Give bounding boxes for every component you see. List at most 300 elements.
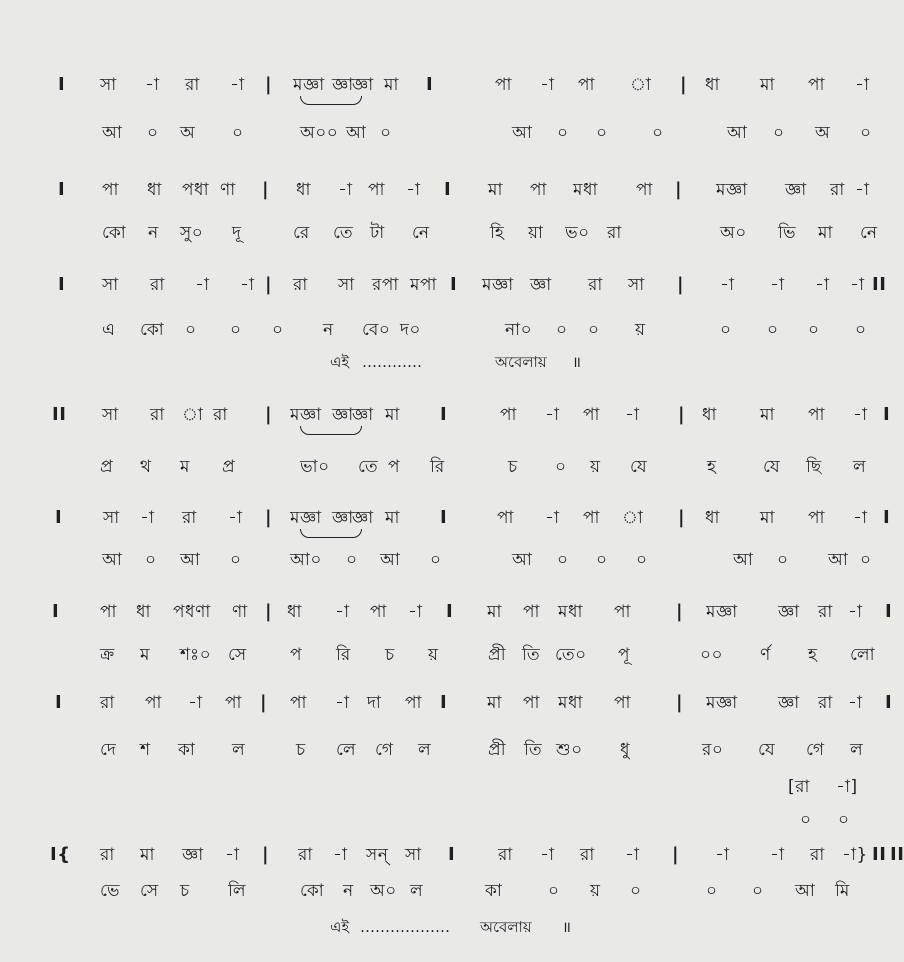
note: সন্ [366,845,389,865]
lyric-syllable: ০ [636,550,648,570]
notes-line [0,503,901,533]
note: সা [405,845,422,865]
lyric-syllable: না০ [505,320,533,340]
note: -া [545,508,560,528]
note: মা [487,693,502,713]
alternate-syllable: ০ [838,810,850,830]
bar-line: I [58,74,66,95]
note: ধা [136,602,151,622]
note: রা [100,845,115,865]
note: -া [333,845,348,865]
bar-line: I [58,179,66,200]
note: রা [580,845,595,865]
lyric-syllable: কা [485,881,503,901]
lyric-syllable: ছি [806,457,822,477]
refrain-caption: ॥ [562,918,571,936]
note: জ্ঞা [182,845,204,865]
note: -া [195,275,210,295]
lyric-syllable: ০ [232,123,244,143]
lyric-syllable: সে [228,645,247,665]
lyric-syllable: ০ [808,320,820,340]
lyric-syllable: ন [323,320,334,340]
lyric-syllable: শ [140,740,151,760]
lyric-syllable: ০ [652,123,664,143]
note: দা [367,693,382,713]
lyric-syllable: য়া [528,223,544,243]
note: মধা [558,602,583,622]
lyrics-line [0,545,901,575]
lyric-syllable: য় [590,457,601,477]
lyric-syllable: চ [180,881,190,901]
lyric-syllable: হ [808,645,818,665]
bar-line: | [265,601,273,622]
note: মজ্ঞা [706,602,738,622]
bar-line: | [260,692,268,713]
note: মা [487,602,502,622]
note: মা [760,508,775,528]
lyric-syllable: ০ [430,550,442,570]
note: পা [583,405,600,425]
lyric-syllable: ০ [230,550,242,570]
note: -া [853,405,868,425]
lyric-syllable: আ [346,123,367,143]
bar-line: II [872,844,887,865]
lyric-syllable: আ [795,881,816,901]
lyric-syllable: ন [343,881,354,901]
note: -া [540,845,555,865]
bar-line: | [680,74,688,95]
bar-line: | [265,274,273,295]
note: ণা [220,180,236,200]
lyric-syllable: যে [763,457,781,477]
note: -া [848,693,863,713]
lyric-syllable: মি [835,881,850,901]
lyric-syllable: হ [707,457,717,477]
notes-line [0,840,904,870]
lyric-syllable: ০ [588,320,600,340]
lyric-syllable: নে [860,223,878,243]
lyric-syllable: গে [806,740,825,760]
lyric-syllable: রি [336,645,351,665]
note: পা [290,693,307,713]
lyric-syllable: অ০ [370,881,397,901]
lyric-syllable: আ [512,123,533,143]
alternate-notes: -া] [836,777,858,797]
lyric-syllable: লে [336,740,357,760]
note: মা [385,508,400,528]
bar-line: | [262,844,270,865]
lyric-syllable: শঃ০ [180,645,212,665]
lyric-syllable: আ [380,550,401,570]
note: -া [625,405,640,425]
note: -া [850,275,865,295]
note: পা [578,75,595,95]
bar-line: | [265,507,273,528]
lyric-syllable: চ [385,645,395,665]
bar-line: I [450,274,458,295]
note: -া [230,75,245,95]
lyric-syllable: ভে [100,881,121,901]
lyric-syllable: প [388,457,401,477]
lyric-syllable: ০ [596,123,608,143]
slur-mark [300,529,362,538]
note: জ্ঞা [352,75,374,95]
lyric-syllable: ক্র [100,645,115,665]
note: া [182,405,204,425]
note: মপা [410,275,437,295]
lyric-syllable: ০ [147,123,159,143]
lyrics-line [0,452,901,482]
notes-line [0,270,901,300]
bar-line: I [55,507,63,528]
lyric-syllable: আ [180,550,201,570]
lyric-syllable: লি [228,881,247,901]
note: পা [102,180,119,200]
note: -া [335,693,350,713]
note: -া [848,602,863,622]
lyric-syllable: তে [358,457,379,477]
note: রা [293,275,308,295]
lyric-syllable: অ০ [720,223,747,243]
note: ণা [232,602,248,622]
bar-line: I [440,692,448,713]
refrain-caption: অবেলায় [495,353,547,371]
lyric-syllable: ০ [556,320,568,340]
note: -া [625,845,640,865]
lyric-syllable: ০ [380,123,392,143]
note: রা [150,405,165,425]
note: -া [335,602,350,622]
lyric-syllable: তি [524,740,543,760]
lyric-syllable: ভ০ [565,223,590,243]
lyric-syllable: য় [635,320,646,340]
lyric-syllable: দে [100,740,117,760]
lyric-syllable: ০০ [700,645,724,665]
lyrics-line [0,876,901,906]
lyric-syllable: পূ [618,645,631,665]
note: ধা [705,75,720,95]
lyric-syllable: নে [412,223,430,243]
lyric-syllable: শু০ [556,740,583,760]
lyric-syllable: অ [180,123,196,143]
lyrics-line [0,735,901,765]
note: পা [495,75,512,95]
lyric-syllable: রি [430,457,445,477]
lyric-syllable: টা [370,223,385,243]
lyric-syllable: দূ [232,223,242,243]
notes-line [0,70,901,100]
bar-line: | [675,179,683,200]
note: রপা [372,275,399,295]
note: পা [500,405,517,425]
note: পা [405,693,422,713]
lyric-syllable: কো [102,223,127,243]
lyric-syllable: আ [727,123,748,143]
note: জ্ঞা [530,275,552,295]
lyric-syllable: রা [607,223,622,243]
note: পা [583,508,600,528]
lyrics-line [0,640,901,670]
lyric-syllable: ল [850,740,864,760]
lyric-syllable: চ [296,740,306,760]
lyric-syllable: যে [758,740,776,760]
note: জ্ঞা [352,405,374,425]
note: -া} [842,845,868,865]
lyric-syllable: কো [140,320,165,340]
refrain-caption: এই [330,918,350,936]
note: পা [530,180,547,200]
note: পা [614,693,631,713]
lyrics-line [0,118,901,148]
note: -া [540,75,555,95]
bar-line: I [885,692,893,713]
lyric-syllable: ০ [185,320,197,340]
bar-line: I [55,692,63,713]
bar-line: I [52,601,60,622]
lyric-syllable: ল [410,881,424,901]
lyric-syllable: প [290,645,303,665]
note: রা [818,693,833,713]
bar-line: I{ [50,844,71,865]
note: জ্ঞা [332,75,354,95]
lyric-syllable: কা [178,740,196,760]
note: পা [370,602,387,622]
note: -া [188,693,203,713]
note: মা [384,75,399,95]
lyric-syllable: ০ [860,550,872,570]
lyric-syllable: আ০ [290,550,322,570]
note: -া [408,602,423,622]
note: পা [808,75,825,95]
bar-line: I [440,404,448,425]
lyric-syllable: ০ [855,320,867,340]
bar-line: I [883,404,891,425]
lyric-syllable: দ০ [400,320,421,340]
lyric-syllable: চ [508,457,518,477]
lyric-syllable: প্রী [488,645,507,665]
lyric-syllable: ভা০ [300,457,330,477]
lyric-syllable: ধু [620,740,631,760]
note: -া [720,275,735,295]
note: পা [368,180,385,200]
note: জ্ঞা [352,508,374,528]
lyric-syllable: আ [102,550,123,570]
bar-line: II [872,274,887,295]
alternate-syllable: ০ [800,810,812,830]
refrain-caption: ……………… [360,918,450,936]
note: জ্ঞা [778,602,800,622]
lyric-syllable: ০ [145,550,157,570]
note: রা [810,845,825,865]
note: -া [545,405,560,425]
note: জ্ঞা [332,405,354,425]
note: জ্ঞা [778,693,800,713]
note: পা [808,508,825,528]
lyric-syllable: থ [140,457,152,477]
note: মজ্ঞা [290,508,322,528]
lyric-syllable: তি [522,645,541,665]
note: পধণা [173,602,211,622]
lyric-syllable: ন [148,223,159,243]
note: মধা [558,693,583,713]
slur-mark [300,426,362,435]
note: মা [385,405,400,425]
note: -া [240,275,255,295]
lyrics-line [0,315,901,345]
lyric-syllable: হি [490,223,505,243]
lyric-syllable: সু০ [180,223,204,243]
note: মা [760,405,775,425]
lyric-syllable: ০ [630,881,642,901]
lyric-syllable: ০ [230,320,242,340]
lyric-syllable: তে০ [555,645,587,665]
lyric-syllable: য় [590,881,601,901]
bar-line: I [883,507,891,528]
refrain-caption: ॥ [572,353,581,371]
lyric-syllable: ০ [272,320,284,340]
note: -া [770,275,785,295]
note: রা [185,75,200,95]
notes-line [0,688,901,718]
note: -া [855,75,870,95]
note: পা [523,602,540,622]
note: পা [808,405,825,425]
note: ধা [287,602,302,622]
lyric-syllable: অ [815,123,831,143]
bar-line: | [677,274,685,295]
note: মধা [573,180,598,200]
note: পা [145,693,162,713]
lyric-syllable: ০ [557,123,569,143]
note: পধা [182,180,209,200]
note: মজ্ঞা [482,275,514,295]
note: সা [102,405,119,425]
bar-line: II [890,844,904,865]
lyric-syllable: ০ [773,123,785,143]
bar-line: | [672,844,680,865]
note: রা [818,602,833,622]
slur-mark [300,96,362,105]
lyric-syllable: ভি [778,223,797,243]
refrain-caption: এই [330,353,350,371]
bar-line: I [444,179,452,200]
notes-line [0,175,901,205]
refrain-caption: অবেলায় [480,918,532,936]
bar-line: I [446,601,454,622]
lyrics-line [0,218,901,248]
note: ধা [296,180,311,200]
refrain-caption: ………… [362,353,422,371]
note: রা [588,275,603,295]
lyric-syllable: যে [630,457,648,477]
note: -া [228,508,243,528]
lyric-syllable: য় [428,645,439,665]
lyric-syllable: ০ [706,881,718,901]
lyric-syllable: অ০০ [300,123,339,143]
note: -া [855,180,870,200]
note: পা [225,693,242,713]
note: -া [225,845,240,865]
note: মজ্ঞা [293,75,325,95]
note: রা [150,275,165,295]
lyric-syllable: সে [140,881,159,901]
note: সা [338,275,355,295]
note: -া [145,75,160,95]
note: -া [406,180,421,200]
lyric-syllable: আ [102,123,123,143]
note: রা [182,508,197,528]
lyric-syllable: ০ [548,881,560,901]
bar-line: I [885,601,893,622]
note: -া [815,275,830,295]
bar-line: I [440,507,448,528]
bar-line: | [678,404,686,425]
note: রা [298,845,313,865]
lyric-syllable: ০ [346,550,358,570]
lyric-syllable: ০ [860,123,872,143]
note: া [630,75,652,95]
note: জ্ঞা [785,180,807,200]
note: মা [488,180,503,200]
lyric-syllable: আ [733,550,754,570]
note: -া [338,180,353,200]
note: রা [498,845,513,865]
bar-line: I [426,74,434,95]
lyric-syllable: ০ [555,457,567,477]
lyric-syllable: ল [853,457,867,477]
lyric-syllable: ০ [767,320,779,340]
note: ধা [705,508,720,528]
lyric-syllable: আ [828,550,849,570]
note: মা [140,845,155,865]
lyric-syllable: গে [375,740,394,760]
lyric-syllable: বে০ [362,320,391,340]
lyric-syllable: ০ [596,550,608,570]
bar-line: I [448,844,456,865]
lyric-syllable: আ [512,550,533,570]
lyric-syllable: রে [293,223,310,243]
note: -া [715,845,730,865]
note: ধা [147,180,162,200]
note: রা [213,405,228,425]
note: সা [102,275,119,295]
bar-line: | [676,692,684,713]
note: পা [636,180,653,200]
lyric-syllable: র্ণ [760,645,771,665]
lyric-syllable: ল [232,740,246,760]
lyric-syllable: ০ [557,550,569,570]
bar-line: I [58,274,66,295]
note: -া [770,845,785,865]
lyric-syllable: প্র [100,457,114,477]
lyric-syllable: লো [850,645,875,665]
note: -া [853,508,868,528]
lyric-syllable: এ [102,320,116,340]
note: পা [100,602,117,622]
lyric-syllable: ০ [777,550,789,570]
bar-line: | [676,601,684,622]
bar-line: | [265,74,273,95]
note: রা [830,180,845,200]
note: -া [140,508,155,528]
lyric-syllable: প্র [222,457,236,477]
note: সা [100,75,117,95]
notes-line [0,597,901,627]
lyric-syllable: কো [300,881,325,901]
note: জ্ঞা [332,508,354,528]
lyric-syllable: ০ [720,320,732,340]
note: া [622,508,644,528]
